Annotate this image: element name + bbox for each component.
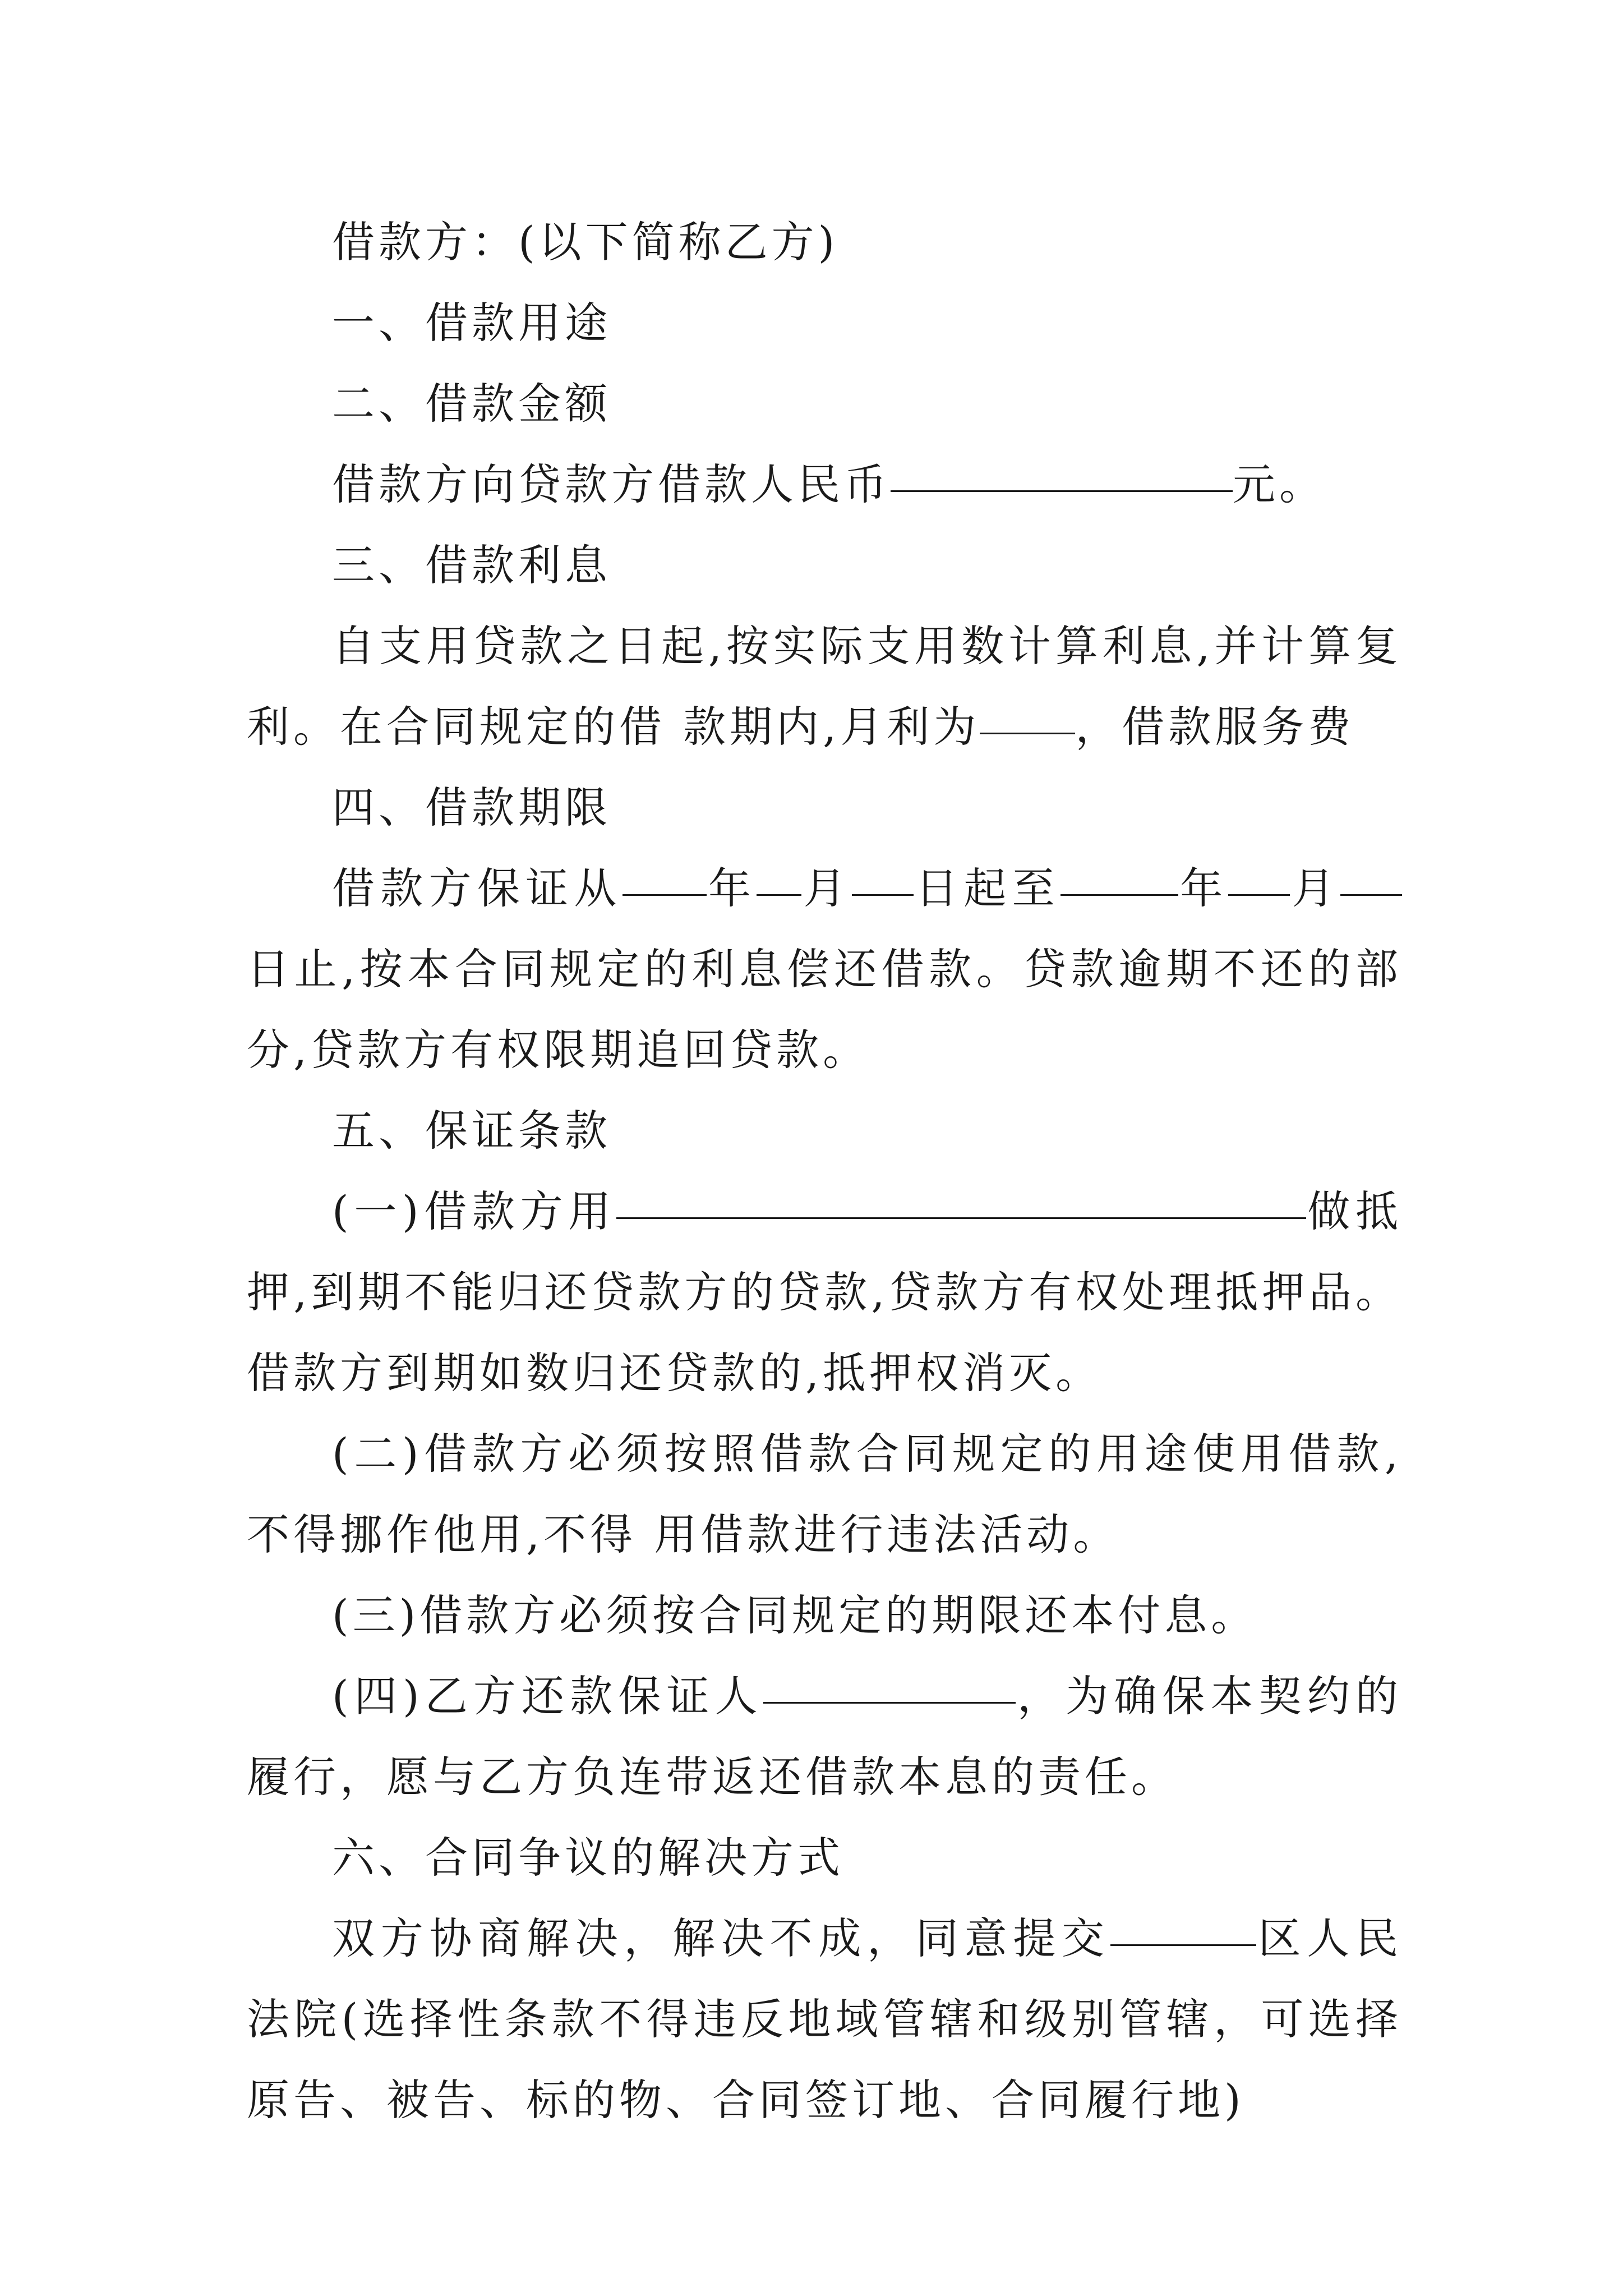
end-year-label: 年 (1178, 863, 1229, 913)
loan-amount-blank (891, 444, 1233, 492)
usage-clause-text: (二)借款方必须按照借款合同规定的用途使用借款,不得挪作他用,不得 用借款进行违法活动。 (247, 1429, 1402, 1559)
guarantor-text-end: ，为确保本契约的履行，愿与乙方负连带返还借款本息的责任。 (247, 1671, 1402, 1802)
section-2-heading (247, 364, 1402, 444)
end-day-blank (1340, 848, 1402, 896)
start-day-blank (852, 848, 914, 896)
section-2-title: 二、借款金额 (332, 379, 611, 429)
repayment-clause-paragraph (247, 1575, 1402, 1656)
section-3-title: 三、借款利息 (332, 540, 611, 590)
guarantor-text-start: (四)乙方还款保证人 (332, 1671, 763, 1721)
section-3-heading (247, 525, 1402, 606)
pledge-item-blank (616, 1171, 1306, 1219)
end-month-blank (1228, 848, 1290, 896)
term-text-start: 借款方保证从 (332, 863, 623, 913)
service-fee-text: ，借款服务费 (1075, 702, 1355, 752)
guarantor-blank (763, 1656, 1016, 1704)
repayment-clause-text: (三)借款方必须按合同规定的期限还本付息。 (332, 1590, 1258, 1640)
dispute-text-start: 双方协商解决，解决不成，同意提交 (332, 1913, 1110, 1963)
section-1-heading (247, 283, 1402, 364)
section-6-title: 六、合同争议的解决方式 (332, 1833, 844, 1883)
section-4-heading (247, 767, 1402, 848)
borrower-line (247, 202, 1402, 283)
end-year-blank (1061, 848, 1178, 896)
section-5-heading (247, 1091, 1402, 1171)
start-year-blank (623, 848, 707, 896)
usage-clause-paragraph (247, 1414, 1402, 1575)
pledge-text-end: 做抵押,到期不能归还贷款方的贷款,贷款方有权处理抵押品。借款方到期如数归还贷款的,抵押权消灭。 (247, 1186, 1402, 1398)
loan-amount-paragraph (247, 444, 1402, 525)
loan-amount-text: 借款方向贷款方借款人民币 (332, 459, 891, 509)
start-year-label: 年 (706, 863, 757, 913)
term-paragraph (247, 848, 1402, 1091)
section-1-title: 一、借款用途 (332, 298, 611, 348)
end-month-label: 月 (1290, 863, 1341, 913)
guarantor-paragraph (247, 1656, 1402, 1818)
borrower-label: 借款方：(以下简称乙方) (332, 217, 839, 267)
start-month-blank (757, 848, 801, 896)
pledge-paragraph (247, 1171, 1402, 1414)
dispute-text-end: 区人民法院(选择性条款不得违反地域管辖和级别管辖，可选择原告、被告、标的物、合同签订地、合同履行地) (247, 1913, 1403, 2125)
court-district-blank (1110, 1898, 1256, 1946)
start-month-label: 月 (801, 863, 852, 913)
pledge-text-start: (一)借款方用 (332, 1186, 616, 1236)
loan-amount-unit: 元。 (1233, 459, 1326, 509)
section-5-title: 五、保证条款 (332, 1106, 611, 1156)
term-text-end: 日止,按本合同规定的利息偿还借款。贷款逾期不还的部分,贷款方有权限期追回贷款。 (247, 944, 1402, 1075)
section-4-title: 四、借款期限 (332, 783, 611, 832)
contract-body (247, 202, 1402, 2141)
section-6-heading (247, 1818, 1402, 1898)
interest-text: 自支用贷款之日起,按实际支用数计算利息,并计算复利。在合同规定的借 款期内,月利为 (247, 621, 1402, 752)
monthly-rate-blank (980, 687, 1075, 734)
dispute-paragraph (247, 1898, 1402, 2141)
interest-paragraph (247, 606, 1402, 767)
start-day-label: 日起至 (913, 863, 1061, 913)
